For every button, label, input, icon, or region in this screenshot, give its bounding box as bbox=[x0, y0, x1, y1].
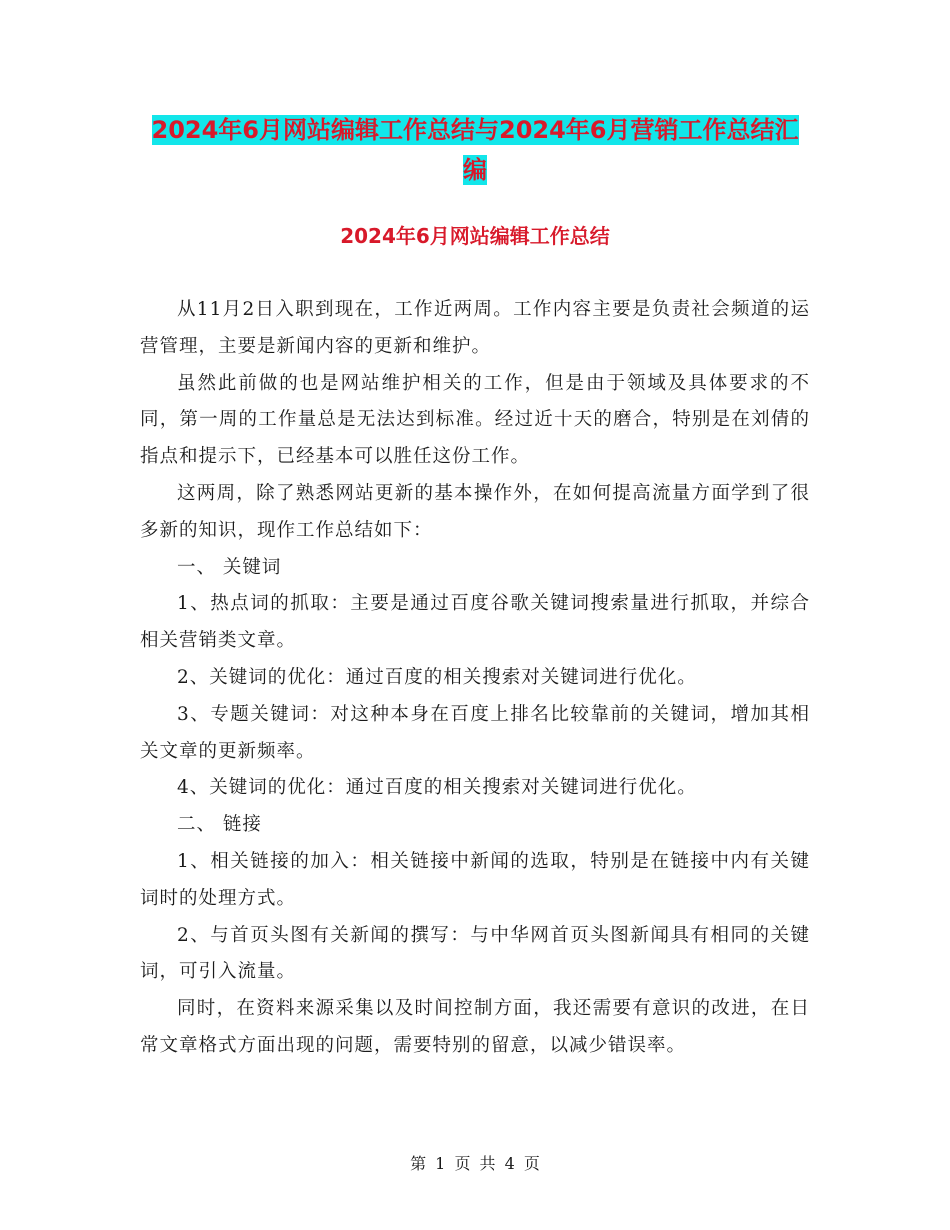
paragraph: 2、关键词的优化：通过百度的相关搜索对关键词进行优化。 bbox=[177, 666, 697, 688]
paragraph: 1、相关链接的加入：相关链接中新闻的选取，特别是在链接中内有关键词时的处理方式。 bbox=[140, 850, 810, 909]
paragraph: 虽然此前做的也是网站维护相关的工作，但是由于领域及具体要求的不同，第一周的工作量总是无法达到标准。经过近十天的磨合，特别是在刘倩的指点和提示下，已经基本可以胜任这份工作。 bbox=[140, 372, 810, 468]
paragraph: 同时，在资料来源采集以及时间控制方面，我还需要有意识的改进，在日常文章格式方面出现的问题，需要特别的留意，以减少错误率。 bbox=[140, 998, 810, 1056]
subheading-keywords: 一、 关键词 bbox=[177, 556, 282, 578]
paragraph: 3、专题关键词：对这种本身在百度上排名比较靠前的关键词，增加其相关文章的更新频率。 bbox=[140, 703, 810, 762]
paragraph: 从11月2日入职到现在，工作近两周。工作内容主要是负责社会频道的运营管理，主要是新闻内容的更新和维护。 bbox=[140, 299, 810, 357]
paragraph: 2、与首页头图有关新闻的撰写：与中华网首页头图新闻具有相同的关键词，可引入流量。 bbox=[140, 924, 810, 983]
document-body bbox=[140, 292, 810, 1065]
paragraph: 1、热点词的抓取：主要是通过百度谷歌关键词搜索量进行抓取，并综合相关营销类文章。 bbox=[140, 593, 810, 652]
subheading-links: 二、 链接 bbox=[177, 814, 262, 836]
paragraph: 4、关键词的优化：通过百度的相关搜索对关键词进行优化。 bbox=[177, 777, 697, 799]
document-title bbox=[140, 110, 810, 190]
paragraph: 这两周，除了熟悉网站更新的基本操作外，在如何提高流量方面学到了很多新的知识，现作工作总结如下： bbox=[140, 482, 810, 541]
document-title-highlight: 2024年6月网站编辑工作总结与2024年6月营销工作总结汇编 bbox=[151, 116, 799, 184]
section-title: 2024年6月网站编辑工作总结 bbox=[340, 224, 610, 248]
page-footer: 第 1 页 共 4 页 bbox=[410, 1154, 540, 1173]
